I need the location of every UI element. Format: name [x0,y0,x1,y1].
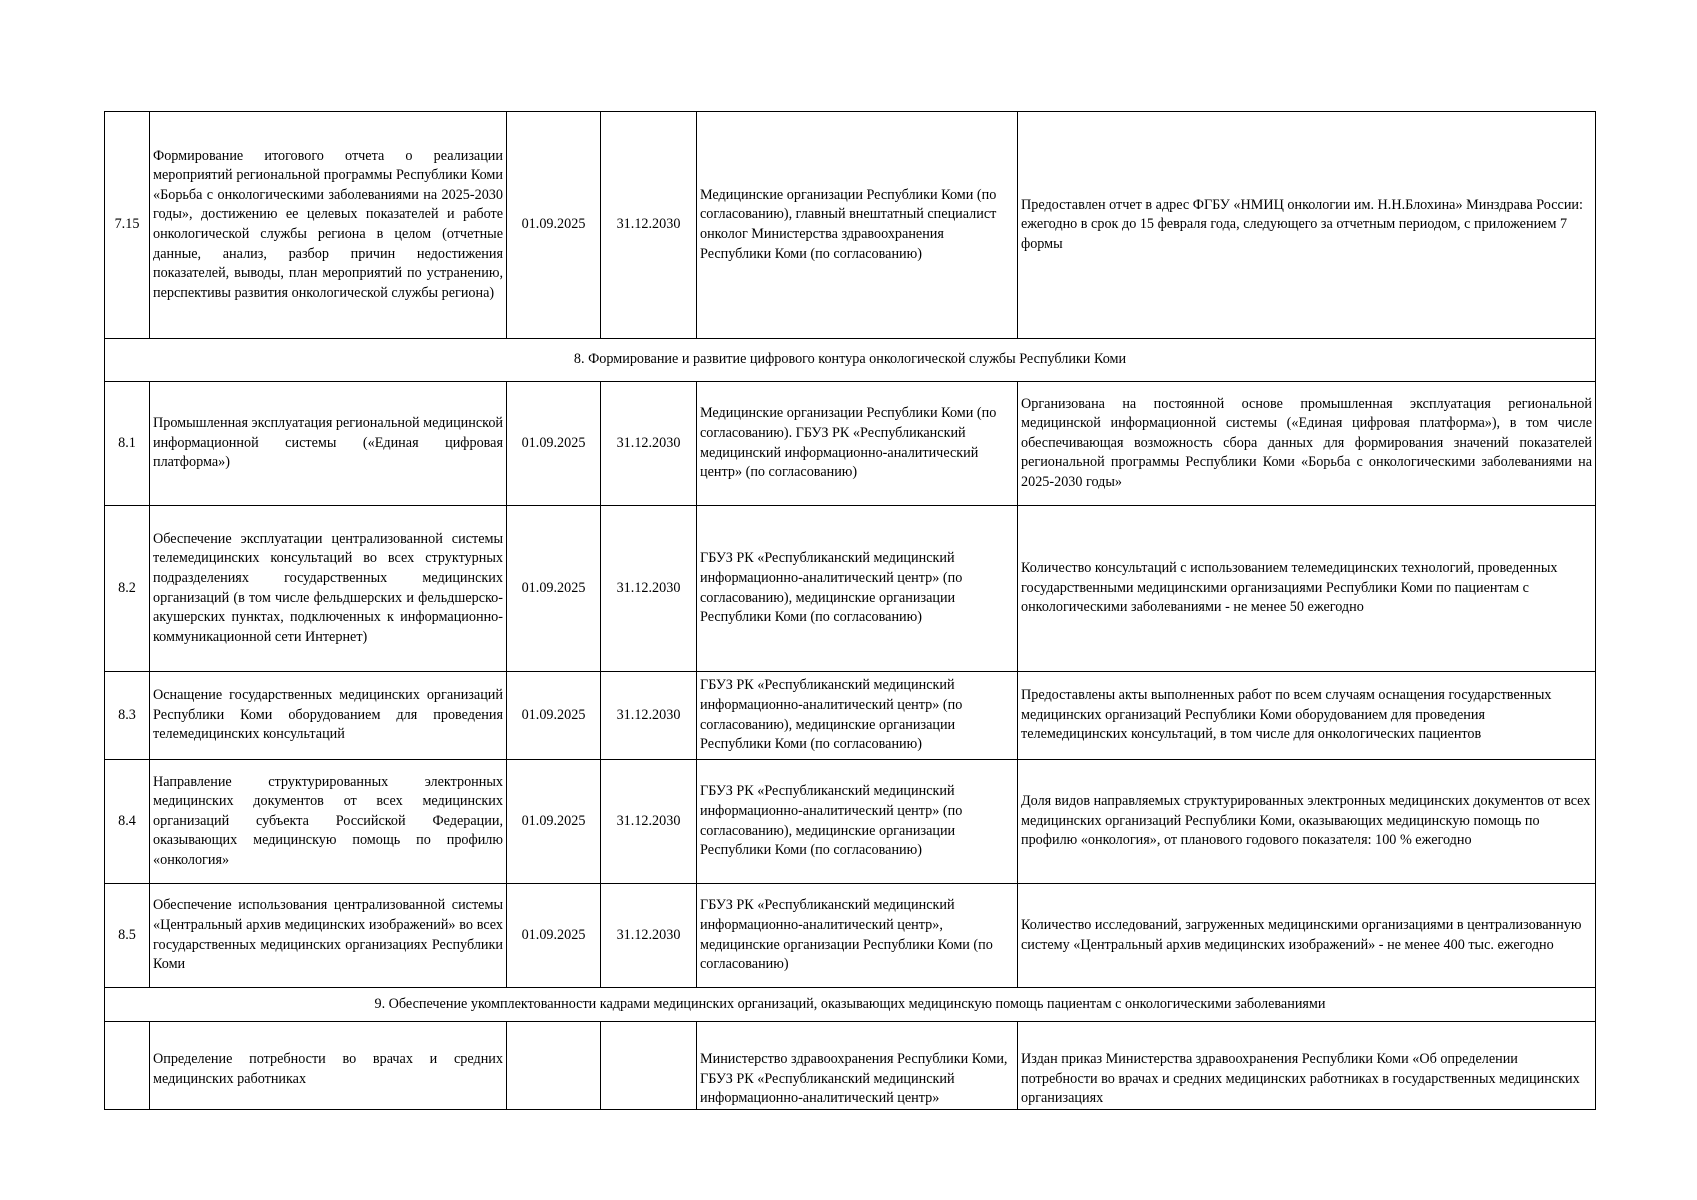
table-row [105,760,1596,884]
start-date: 01.09.2025 [507,884,601,988]
activity-name: Определение потребности во врачах и средних медицинских работниках [150,1022,507,1110]
responsible-executors: ГБУЗ РК «Республиканский медицинский информационно-аналитический центр» (по согласованию), медицинские организации Республики Коми (по согласованию) [697,760,1018,884]
activities-table [104,111,1596,1110]
table-row [105,672,1596,760]
expected-result: Предоставлен отчет в адрес ФГБУ «НМИЦ онкологии им. Н.Н.Блохина» Минздрава России: ежегодно в срок до 15 февраля года, следующего за отчетным периодом, с приложением 7 формы [1018,112,1596,339]
responsible-executors: Министерство здравоохранения Республики Коми, ГБУЗ РК «Республиканский медицинский информационно-аналитический центр» [697,1022,1018,1110]
expected-result: Количество консультаций с использованием телемедицинских технологий, проведенных государственными медицинскими организациями Республики Коми по пациентам с онкологическими заболеваниями - не менее 50 ежегодно [1018,506,1596,672]
activity-name: Обеспечение эксплуатации централизованной системы телемедицинских консультаций во всех структурных подразделениях государственных медицинских организаций (в том числе фельдшерских и фельдшерско-акушерских пунктах, подключенных к информационно-коммуникационной сети Интернет) [150,506,507,672]
activity-name: Оснащение государственных медицинских организаций Республики Коми оборудованием для проведения телемедицинских консультаций [150,672,507,760]
start-date: 01.09.2025 [507,760,601,884]
table-row [105,1022,1596,1110]
end-date: 31.12.2030 [601,672,697,760]
activity-name: Направление структурированных электронных медицинских документов от всех медицинских организаций субъекта Российской Федерации, оказывающих медицинскую помощь по профилю «онкология» [150,760,507,884]
row-number: 8.2 [105,506,150,672]
start-date: 01.09.2025 [507,672,601,760]
section-row [105,339,1596,382]
responsible-executors: Медицинские организации Республики Коми (по согласованию), главный внештатный специалист онколог Министерства здравоохранения Республики Коми (по согласованию) [697,112,1018,339]
expected-result: Организована на постоянной основе промышленная эксплуатация региональной медицинской информационной системы («Единая цифровая платформа»), в том числе обеспечивающая возможность сбора данных для формирования значений показателей региональной программы Республики Коми «Борьба с онкологическими заболеваниями на 2025-2030 годы» [1018,382,1596,506]
responsible-executors: ГБУЗ РК «Республиканский медицинский информационно-аналитический центр», медицинские организации Республики Коми (по согласованию) [697,884,1018,988]
row-number: 8.4 [105,760,150,884]
expected-result: Количество исследований, загруженных медицинскими организациями в централизованную систему «Центральный архив медицинских изображений» - не менее 400 тыс. ежегодно [1018,884,1596,988]
row-number: 8.1 [105,382,150,506]
section-title: 9. Обеспечение укомплектованности кадрами медицинских организаций, оказывающих медицинскую помощь пациентам с онкологическими заболеваниями [105,988,1596,1022]
end-date: 31.12.2030 [601,382,697,506]
start-date: 01.09.2025 [507,112,601,339]
expected-result: Доля видов направляемых структурированных электронных медицинских документов от всех медицинских организаций Республики Коми, оказывающих медицинскую помощь по профилю «онкология», от планового годового показателя: 100 % ежегодно [1018,760,1596,884]
section-title: 8. Формирование и развитие цифрового контура онкологической службы Республики Коми [105,339,1596,382]
responsible-executors: ГБУЗ РК «Республиканский медицинский информационно-аналитический центр» (по согласованию), медицинские организации Республики Коми (по согласованию) [697,672,1018,760]
table-row [105,112,1596,339]
start-date: 01.09.2025 [507,382,601,506]
activity-name: Формирование итогового отчета о реализации мероприятий региональной программы Республики Коми «Борьба с онкологическими заболеваниями на 2025-2030 годы», достижению ее целевых показателей и работе онкологической службы региона в целом (отчетные данные, анализ, разбор причин недостижения показателей, выводы, план мероприятий по устранению, перспективы развития онкологической службы региона) [150,112,507,339]
row-number: 7.15 [105,112,150,339]
end-date: 31.12.2030 [601,884,697,988]
responsible-executors: Медицинские организации Республики Коми (по согласованию). ГБУЗ РК «Республиканский медицинский информационно-аналитический центр» (по согласованию) [697,382,1018,506]
table-body [105,112,1596,1110]
responsible-executors: ГБУЗ РК «Республиканский медицинский информационно-аналитический центр» (по согласованию), медицинские организации Республики Коми (по согласованию) [697,506,1018,672]
section-row [105,988,1596,1022]
row-number: 8.5 [105,884,150,988]
row-number: 8.3 [105,672,150,760]
end-date: 31.12.2030 [601,760,697,884]
table-row [105,884,1596,988]
table-row [105,506,1596,672]
start-date: 01.09.2025 [507,506,601,672]
expected-result: Предоставлены акты выполненных работ по всем случаям оснащения государственных медицинских организаций Республики Коми оборудованием для проведения телемедицинских консультаций, в том числе для онкологических пациентов [1018,672,1596,760]
expected-result: Издан приказ Министерства здравоохранения Республики Коми «Об определении потребности во врачах и средних медицинских работниках в государственных медицинских организациях [1018,1022,1596,1110]
table-viewport [104,111,1595,1107]
end-date: 31.12.2030 [601,112,697,339]
end-date: 31.12.2030 [601,506,697,672]
activity-name: Обеспечение использования централизованной системы «Центральный архив медицинских изображений» во всех государственных медицинских организациях Республики Коми [150,884,507,988]
activity-name: Промышленная эксплуатация региональной медицинской информационной системы («Единая цифровая платформа») [150,382,507,506]
table-row [105,382,1596,506]
end-date [601,1022,697,1110]
start-date [507,1022,601,1110]
row-number [105,1022,150,1110]
